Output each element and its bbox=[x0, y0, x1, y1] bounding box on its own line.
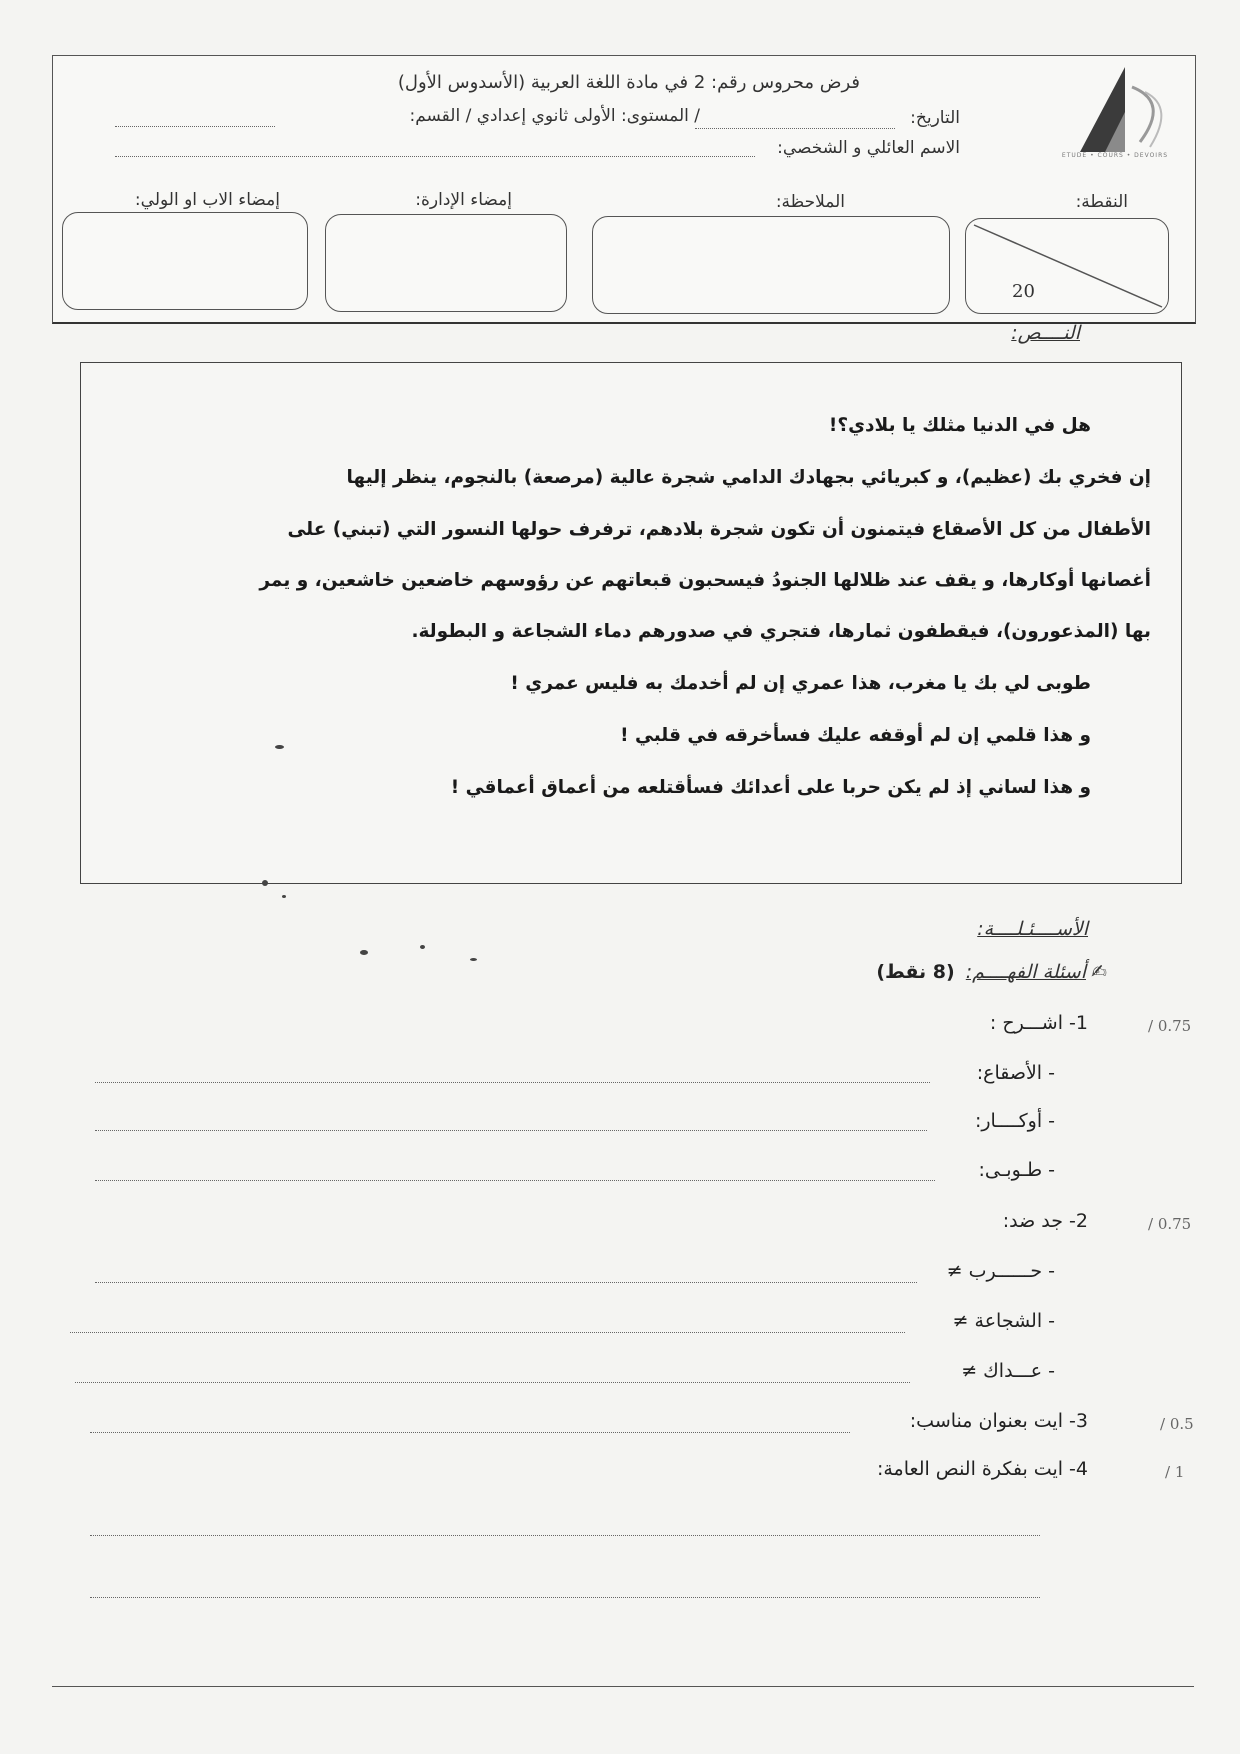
scan-speck bbox=[262, 880, 268, 886]
q3-answer[interactable] bbox=[90, 1432, 850, 1433]
date-label: التاريخ: bbox=[910, 108, 960, 128]
scan-speck bbox=[282, 895, 286, 898]
question-4: 4- ايت بفكرة النص العامة: bbox=[876, 1458, 1088, 1480]
q4-answer-line-1[interactable] bbox=[90, 1535, 1040, 1536]
logo-caption: ETUDE • COURS • DEVOIRS bbox=[1061, 152, 1169, 159]
q4-answer-line-2[interactable] bbox=[90, 1597, 1040, 1598]
passage-line: و هذا لساني إذ لم يكن حربا على أعدائك فسأقتلعه من أعماق أعماقي ! bbox=[450, 777, 1091, 798]
parent-signature-label: إمضاء الاب او الولي: bbox=[134, 190, 280, 210]
q2-answer-3[interactable] bbox=[75, 1382, 910, 1383]
q2-term-3: - عـــداك ≠ bbox=[961, 1360, 1055, 1382]
question-3: 3- ايت بعنوان مناسب: bbox=[909, 1410, 1088, 1432]
note-box[interactable] bbox=[592, 216, 950, 314]
question-2: 2- جد ضد: bbox=[1002, 1210, 1088, 1232]
admin-signature-label: إمضاء الإدارة: bbox=[415, 190, 512, 210]
parent-signature-box[interactable] bbox=[62, 212, 308, 310]
q2-answer-1[interactable] bbox=[95, 1282, 917, 1283]
q1-term-3: - طـوبـى: bbox=[978, 1159, 1055, 1181]
comprehension-header bbox=[876, 961, 1107, 983]
name-label: الاسم العائلي و الشخصي: bbox=[777, 138, 960, 158]
scan-speck bbox=[360, 950, 368, 955]
score-diagonal bbox=[966, 219, 1168, 313]
q2-answer-2[interactable] bbox=[70, 1332, 905, 1333]
school-logo bbox=[1050, 62, 1180, 162]
comprehension-title: أسئلة الفهــــم: bbox=[965, 961, 1086, 983]
score-box[interactable] bbox=[965, 218, 1169, 314]
note-label: الملاحظة: bbox=[775, 192, 845, 212]
question-1: 1- اشـــرح : bbox=[989, 1012, 1088, 1034]
passage-line: طوبى لي بك يا مغرب، هذا عمري إن لم أخدمك به فليس عمري ! bbox=[510, 673, 1091, 694]
date-field[interactable] bbox=[695, 128, 895, 129]
level-class-label: / المستوى: الأولى ثانوي إعدادي / القسم: bbox=[409, 106, 700, 126]
passage-line: إن فخري بك (عظيم)، و كبريائي بجهادك الدامي شجرة عالية (مرصعة) بالنجوم، ينظر إليها bbox=[346, 467, 1151, 488]
passage-line: و هذا قلمي إن لم أوقفه عليك فسأخرقه في قلبي ! bbox=[620, 725, 1091, 746]
bottom-divider bbox=[52, 1686, 1194, 1687]
passage-line: الأطفال من كل الأصقاع فيتمنون أن تكون شجرة بلادهم، ترفرف حولها النسور التي (تبني) على bbox=[287, 519, 1151, 540]
question-4-mark: / 1 bbox=[1165, 1463, 1185, 1481]
q2-term-2: - الشجاعة ≠ bbox=[952, 1310, 1055, 1332]
admin-signature-box[interactable] bbox=[325, 214, 567, 312]
score-total: 20 bbox=[1012, 281, 1035, 302]
scan-speck bbox=[470, 958, 477, 961]
question-1-mark: / 0.75 bbox=[1148, 1017, 1192, 1035]
question-2-mark: / 0.75 bbox=[1148, 1215, 1192, 1233]
text-section-title: النــــص: bbox=[1011, 322, 1080, 344]
q1-answer-3[interactable] bbox=[95, 1180, 935, 1181]
scan-speck bbox=[420, 945, 425, 949]
pencil-icon: ✍ bbox=[1091, 961, 1107, 983]
passage-line: أغصانها أوكارها، و يقف عند ظلالها الجنودُ فيسحبون قبعاتهم عن رؤوسهم خاضعين خاشعين، و يمر bbox=[259, 570, 1151, 591]
q2-term-1: - حــــــرب ≠ bbox=[946, 1260, 1055, 1282]
q1-term-1: - الأصقاع: bbox=[976, 1062, 1055, 1084]
passage-line: هل في الدنيا مثلك يا بلادي؟! bbox=[828, 415, 1091, 436]
passage-line: بها (المذعورون)، فيقطفون ثمارها، فتجري في صدورهم دماء الشجاعة و البطولة. bbox=[411, 621, 1151, 642]
text-passage-box bbox=[80, 362, 1182, 884]
q1-answer-2[interactable] bbox=[95, 1130, 927, 1131]
question-3-mark: / 0.5 bbox=[1160, 1415, 1194, 1433]
comprehension-points: (8 نقط) bbox=[876, 961, 955, 983]
q1-answer-1[interactable] bbox=[95, 1082, 930, 1083]
name-field[interactable] bbox=[115, 156, 755, 157]
q1-term-2: - أوكــــار: bbox=[974, 1110, 1055, 1132]
score-label: النقطة: bbox=[1075, 192, 1128, 212]
scan-speck bbox=[275, 745, 284, 749]
class-field[interactable] bbox=[115, 126, 275, 127]
questions-title: الأســــئـلــــة: bbox=[977, 918, 1088, 940]
exam-title: فرض محروس رقم: 2 في مادة اللغة العربية (الأسدوس الأول) bbox=[397, 72, 860, 93]
